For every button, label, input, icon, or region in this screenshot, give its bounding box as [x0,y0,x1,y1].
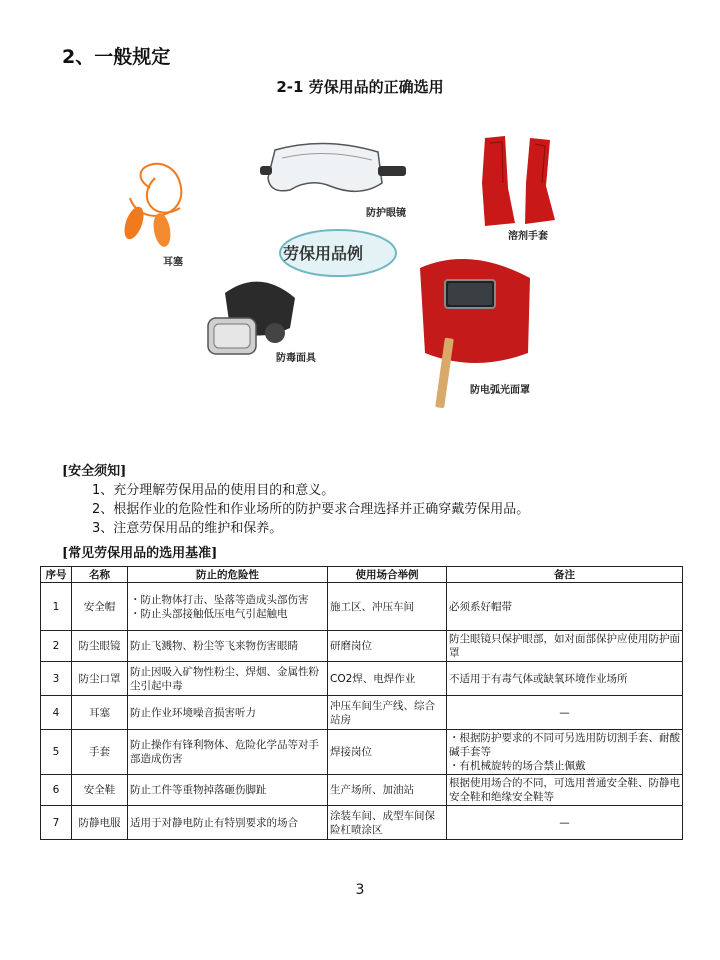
table-row [41,583,683,631]
ppe-table-body [41,583,683,840]
welding-mask-label: 防电弧光面罩 [470,385,530,396]
hazard-line: 防止操作有锋利物体、危险化学品等对手部造成伤害 [130,739,319,765]
section-title: 2、一般规定 [62,46,171,68]
gas-mask-label: 防毒面具 [276,353,316,364]
cell-place: CO2焊、电焊作业 [328,662,447,696]
cell-name: 防尘口罩 [72,662,128,696]
gas-mask-icon [208,282,295,354]
cell-note [447,696,683,730]
note-line: 根据使用场合的不同，可选用普通安全鞋、防静电安全鞋和绝缘安全鞋等 [449,777,680,803]
cell-hazard [128,806,328,840]
cell-hazard [128,662,328,696]
cell-place: 研磨岗位 [328,631,447,662]
table-row [41,696,683,730]
goggles-icon [260,143,406,191]
note-line: 不适用于有毒气体或缺氧环境作业场所 [449,672,628,685]
cell-note [447,806,683,840]
sub-title: 2-1 劳保用品的正确选用 [276,78,444,96]
page-number: 3 [355,882,365,898]
cell-hazard [128,631,328,662]
note-line: 必须系好帽带 [449,600,512,613]
note-line: 防尘眼镜只保护眼部，如对面部保护应使用防护面罩 [449,633,680,659]
cell-name: 手套 [72,730,128,775]
cell-name: 耳塞 [72,696,128,730]
safety-notice-header: [安全须知] [62,464,127,479]
cell-note [447,583,683,631]
hazard-line: 防止因吸入矿物性粉尘、焊烟、金属性粉尘引起中毒 [130,665,319,692]
col-header-hazard: 防止的危险性 [128,567,328,583]
cell-name: 安全鞋 [72,775,128,806]
cell-index: 5 [41,730,72,775]
note-line: ・根据防护要求的不同可另选用防切割手套、耐酸碱手套等 [449,732,680,758]
safety-notice-item: 1、充分理解劳保用品的使用目的和意义。 [92,483,335,498]
safety-notice-item: 3、注意劳保用品的维护和保养。 [92,521,283,536]
goggles-label: 防护眼镜 [366,208,406,219]
cell-place: 焊接岗位 [328,730,447,775]
hazard-line: 适用于对静电防止有特别要求的场合 [130,816,298,829]
hazard-line: ・防止物体打击、坠落等造成头部伤害 [130,593,309,606]
cell-name: 防尘眼镜 [72,631,128,662]
earplug-label: 耳塞 [163,257,183,268]
cell-index: 3 [41,662,72,696]
hazard-line: ・防止头部接触低压电气引起触电 [130,607,288,620]
note-line: ・有机械旋转的场合禁止佩戴 [449,760,586,772]
cell-index: 1 [41,583,72,631]
col-header-note: 备注 [447,567,683,583]
note-line: — [559,816,570,829]
cell-place: 生产场所、加油站 [328,775,447,806]
earplug-icon [121,164,182,248]
cell-note [447,730,683,775]
table-row [41,662,683,696]
center-label: 劳保用品例 [283,244,364,263]
standard-header: [常见劳保用品的选用基准] [62,546,218,561]
cell-place: 施工区、冲压车间 [328,583,447,631]
col-header-name: 名称 [72,567,128,583]
hazard-line: 防止作业环境噪音损害听力 [130,706,256,719]
cell-place: 冲压车间生产线、综合站房 [328,696,447,730]
cell-index: 2 [41,631,72,662]
cell-place: 涂装车间、成型车间保险杠喷涂区 [328,806,447,840]
table-header-row [41,567,683,583]
cell-note [447,631,683,662]
cell-name: 防静电服 [72,806,128,840]
col-header-index: 序号 [41,567,72,583]
table-row [41,775,683,806]
table-row [41,631,683,662]
cell-index: 4 [41,696,72,730]
cell-note [447,775,683,806]
ppe-table [40,566,683,840]
table-row [41,730,683,775]
col-header-place: 使用场合举例 [328,567,447,583]
hazard-line: 防止工件等重物掉落砸伤脚趾 [130,784,267,796]
cell-name: 安全帽 [72,583,128,631]
cell-note [447,662,683,696]
safety-notice [62,462,682,538]
gloves-icon [482,136,555,226]
cell-index: 6 [41,775,72,806]
note-line: — [559,706,570,719]
hazard-line: 防止飞溅物、粉尘等飞来物伤害眼睛 [130,640,298,652]
gloves-label: 溶剂手套 [508,231,548,242]
ppe-illustration-svg [110,128,570,418]
ppe-illustration [110,128,570,418]
table-row [41,806,683,840]
cell-index: 7 [41,806,72,840]
cell-hazard [128,583,328,631]
cell-hazard [128,696,328,730]
safety-notice-item: 2、根据作业的危险性和作业场所的防护要求合理选择并正确穿戴劳保用品。 [92,502,530,517]
cell-hazard [128,730,328,775]
cell-hazard [128,775,328,806]
